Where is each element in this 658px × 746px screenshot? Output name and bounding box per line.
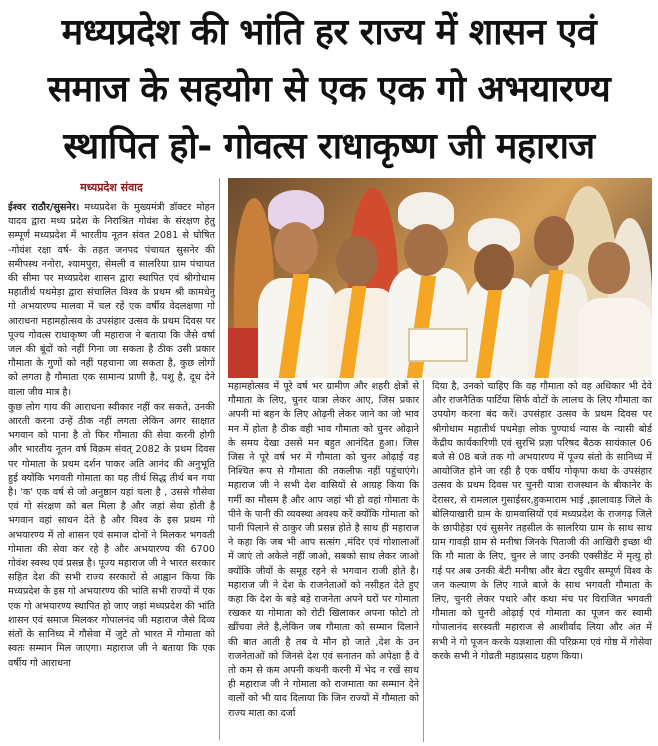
person-face: [534, 216, 574, 266]
person-face: [474, 244, 514, 292]
headline: [8, 4, 650, 176]
paragraph-2: कुछ लोग गाय की आराधना स्वीकार नहीं कर सकते, उनकी आरती करना उन्हें ठीक नहीं लगता लेकिन अगर साक्षात भगवान को पाना है तो फिर गौमाता की सेवा करनी होगी और भारतीय नूतन वर्ष विक्रम संवत् 2082 के प्रथम दिवस पर गोमाता के प्रथम दर्शन पाकर अति आनंद की अनुभूति हुई क्योंकि भगवती गोमाता का यह तीर्थ सिद्ध तीर्थ बन गया है। 'क' एक वर्ष से जो अनुष्ठान यहां चला है , उससे गौसेवा एवं गो संरक्षण को बल मिला है और जहां सेवा होती है भगवान वहां साधन देते है और विश्व के इस प्रथम गो अभयारण्य में तो शासन एवं समाज दोनों ने मिलकर भगवती गोमाता की सेवा कर रहे है और अभयारण्य की 6700 गोवंश स्वस्थ एवं प्रसन्न है। पूज्य महाराज जी ने भारत सरकार सहित देश की सभी राज्य सरकारों से आह्वान किया कि मध्यप्रदेश के इस गो अभयारण्य की भांति सभी राज्यों में एक एक गो अभयारण्य स्थापित हो जाए जहां मध्यप्रदेश की भांति शासन एवं समाज मिलकर गोपालनंद जी महाराज जैसे दिव्य संतों के सानिध्य में गौसेवा में जुटे तो भारत में गोमाता को स्वतः सम्मान मिल जाएगा। महाराज जी ने बताया कि एक वर्षीय गो आराधना: [8, 401, 215, 669]
person-face: [588, 242, 630, 294]
article-column-3: दिया है, उनको चाहिए कि वह गौमाता को वह अधिकार भी देवे और राजनैतिक पार्टिया सिर्फ वोटों के लालच के लिए गौमाता का उपयोग करना बंद करें। उपसंहार उत्सव के प्रथम दिवस पर श्रीगोधाम महातीर्थ पथमेड़ा लोक पुण्यार्थ न्यास के न्यासी बोर्ड केंद्रीय कार्यकारिणी एवं सुरभि प्रज्ञा परिषद बैठक सायंकाल 06 बजे से 08 बजे तक गो अभयारण्य में पूज्य संतो के सानिध्य में आयोजित होने जा रही है एक वर्षीय गोकृपा कथा के उपसंहार उत्सव के प्रथम दिवस पर चुनरी यात्रा राजस्थान के बीकानेर के देरासर, से रामलाल गुसाईसर,हुकमाराम भाई ,झालावाड़ जिले के बोलियाखारी ग्राम के ग्रामवासियों एवं मध्यप्रदेश के राजगढ़ जिले के छापीहेड़ा एवं सुसनेर तहसील के सालरिया ग्राम के साथ साथ ग्राम गावड़ी ग्राम से मनीषा जिनके पिताजी की आखिरी इच्छा थी कि गौ माता के लिए, चुनर ले जाए उनकी एक्सीडेंट में मृत्यु हो गई पर अब उनकी बेटी मनीषा और बेटा रघुवीर सम्पूर्ण विश्व के जन कल्याण के लिए गाजे बाजे के साथ भगवती गौमाता के लिए, चुनरी लेकर पधारे और कथा मंच पर विराजित भगवती गौमाता को चुनरी ओढ़ाई एवं गोमाता का पूजन कर स्वामी गोपालानंद सरस्वती महाराज से आशीर्वाद लिया और अंत में सभी ने गो पूजन करके यज्ञशाला की परिक्रमा एवं गोष्ठ में गोसेवा करके सभी ने गोव्रती महाप्रसाद ग्रहण किया।: [432, 381, 652, 662]
person-face: [336, 236, 378, 286]
column-1-text: [8, 201, 215, 671]
person-face: [274, 222, 318, 274]
article-column-1: [8, 178, 220, 740]
paragraph-1-body: मध्यप्रदेश के मुख्यमंत्री डॉक्टर मोहन यादव द्वारा मध्य प्रदेश के निराश्रित गोवंश के संरक्षण हेतु सम्पूर्ण मध्यप्रदेश में भारतीय नूतन संवत 2081 से घोषित -गोवंश रक्षा वर्ष- के तहत जनपद पंचायत सुसनेर की समीपस्थ ननोरा, श्यामपुरा, सेमली व सालरिया ग्राम पंचायत की सीमा पर मध्यप्रदेश शासन द्वारा स्थापित एवं श्रीगोधाम महातीर्थ पथमेड़ा द्वारा संचालित विश्व के प्रथम श्री कामधेनु गो अभयारण्य मालवा में चल रहें एक वर्षीय वेदलक्षणा गो आराधना महामहोत्सव के उपसंहार उत्सव के प्रथम दिवस पर पूज्य गोवत्स राधाकृष्ण जी महाराज ने बताया कि जैसे वर्षा जल की बूंदों को नहीं गिना जा सकता है ठीक उसी प्रकार गौमाता के गुणों को नहीं पहचाना जा सकता है, कुछ लोगों को लगता है गौमाता एक सामान्य प्राणी है, पशु है, दूध देने वाला जीव मात्र है।: [8, 202, 215, 398]
red-cloth: [228, 328, 258, 378]
person-shirt: [578, 298, 652, 378]
news-photo: [228, 178, 652, 378]
paragraph-1: [8, 201, 215, 400]
dateline: ईश्वर राठौर/सुसनेर।: [8, 202, 80, 213]
article-column-2: महामहोत्सव में पूरे वर्ष भर ग्रामीण और शहरी क्षेत्रों से गौमाता के लिए, चुनर यात्रा लेकर आए, जिस प्रकार अपनी मां बहन के लिए ओढ़नी लेकर जाने का जो भाव मन में होता है ठीक वही भाव गौमाता को चुनर ओढ़ाने के समय देखा उससे मन बहुत आनंदित हुआ। जिस जिस ने पूरे वर्ष भर में गौमाता को चुनर ओढ़ाई वह निश्चित रूप से गौमाता की तकलीफ नहीं पहुंचाएंगे। महाराज जी ने सभी देश वासियों से आग्रह किया कि गर्मी का मौसम है और आप जहां भी हो वहां गोमाता के पीने के पानी की व्यवस्था अवश्य करें क्योंकि गोमाता को पानी पिलाने से ठाकुर जी प्रसन्न होते है साथ ही महाराज ने कहा कि जब भी आप सत्संग ,मंदिर एवं गोशालाओं में जाएं तो अकेले नहीं जाओ, सबको साथ लेकर जाओ क्योंकि जीवों के समूह रहने से भगवान राजी होते है। महाराज जी ने देश के राजनेताओं को नसीहत देते हुए कहा कि देश के बड़े बड़े राजनेता अपने घरों पर गोमाता रखकर या गोमाता को रोटी खिलाकर अपना फोटो तो खींचवा लेते है,लेकिन जब गौमाता को सम्मान दिलाने की बात आती है तब वे मौन हो जाते ,देश के उन राजनेताओं को जिनसे देश एवं सनातन को अपेक्षा है वे तो कम से कम अपनी कथनी करनी में भेद न रखें साथ ही महाराज जी ने गोमाता को राजमाता का सम्मान देने वालों को भी याद दिलाया कि जिन राज्यों में गौमाता को राज्य माता का दर्जा: [228, 380, 424, 742]
headline-line-2: समाज के सहयोग से एक एक गो अभयारण्य: [47, 69, 611, 110]
framed-picture: [408, 328, 468, 362]
byline: मध्यप्रदेश संवाद: [80, 181, 143, 194]
headline-line-1: मध्यप्रदेश की भांति हर राज्य में शासन एवं: [61, 12, 597, 53]
headline-line-3: स्थापित हो- गोवत्स राधाकृष्ण जी महाराज: [63, 126, 595, 167]
person-face: [404, 224, 448, 276]
